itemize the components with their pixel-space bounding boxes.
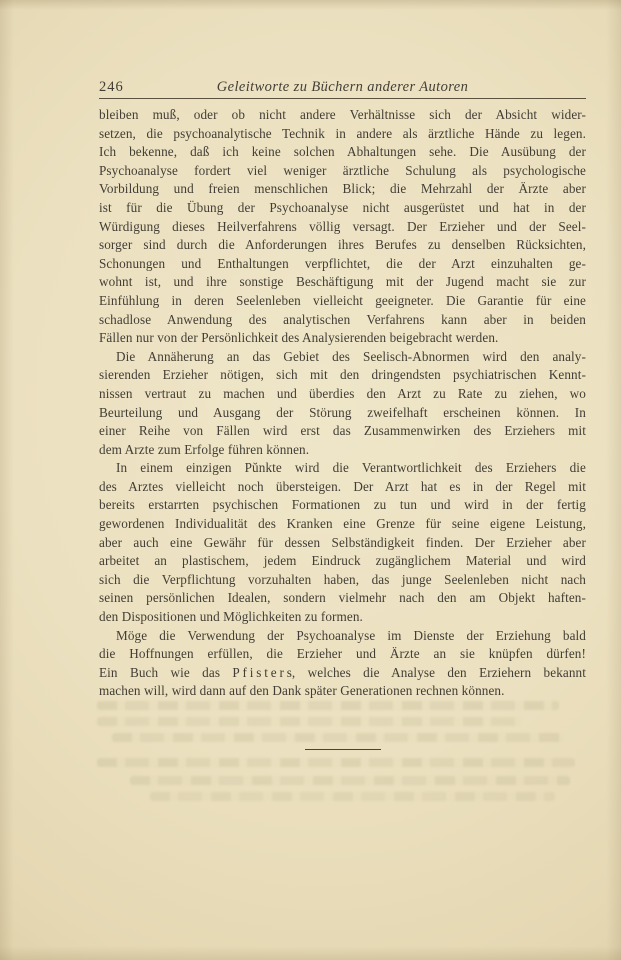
text-line: die Hoffnungen erfüllen, die Erzieher und Ärzte an sie knüpfen dürfen!	[99, 646, 586, 662]
text-line: Ich bekenne, daß ich keine solchen Abhaltungen sehe. Die Ausübung der	[99, 144, 586, 160]
showthrough-line	[97, 717, 522, 726]
text-line: dem Arzte zum Erfolge führen können.	[99, 441, 310, 457]
text-line: Einfühlung in deren Seelenleben vielleicht geeigneter. Die Garantie für eine	[99, 292, 586, 308]
text-line: Vorbildung und freien menschlichen Blick; die Mehrzahl der Ärzte aber	[99, 181, 586, 197]
header-rule	[99, 98, 586, 99]
text-line: schadlose Anwendung des analytischen Verfahrens kann aber in beiden	[99, 311, 586, 327]
page-number: 246	[99, 79, 124, 95]
text-line: sorger sind durch die Anforderungen ihres Berufes zu denselben Rücksichten,	[99, 237, 586, 253]
showthrough-line	[150, 792, 555, 801]
text-line: nissen vertraut zu machen und überdies den Arzt zu Rate zu ziehen, wo	[99, 385, 586, 401]
text-line: einer Reihe von Fällen wird erst das Zusammenwirken des Erziehers mit	[99, 423, 586, 439]
paragraph	[99, 106, 586, 348]
text-line: Psychoanalyse fordert viel weniger ärztliche Schulung als psychologische	[99, 162, 586, 178]
text-line: gewordenen Individualität des Kranken eine Grenze für seine eigene Leistung,	[99, 516, 586, 532]
showthrough-line	[97, 701, 559, 710]
text-line: des Arztes vielleicht noch übersteigen. Der Arzt hat es in der Regel mit	[99, 478, 586, 494]
paragraph	[99, 348, 586, 460]
text-line: arbeitet an plastischem, jedem Eindruck zugänglichem Material und wird	[99, 553, 586, 569]
text-line: machen will, wird dann auf den Dank später Generationen rechnen können.	[99, 683, 505, 699]
showthrough-line	[97, 758, 575, 767]
section-divider-rule	[305, 749, 381, 750]
page-header	[99, 79, 586, 97]
paragraph	[99, 459, 586, 626]
text-line: In einem einzigen Pŭnkte wird die Verantwortlichkeit des Erziehers die	[116, 460, 586, 476]
text-line: Beurteilung und Ausgang der Störung zweifelhaft erscheinen können. In	[99, 404, 586, 420]
text-line: sich die Verpflichtung vorzuhalten haben, das junge Seelenleben nicht nach	[99, 571, 586, 587]
text-line: Die Annäherung an das Gebiet des Seelisch-Abnormen wird den analy-	[116, 348, 586, 364]
text-line: seinen persönlichen Idealen, sondern vielmehr nach den am Objekt haften-	[99, 590, 586, 606]
text-line: Schonungen und Enthaltungen verpflichtet, die der Arzt einzuhalten ge-	[99, 255, 586, 271]
text-line: sierenden Erzieher nötigen, sich mit den dringendsten psychiatrischen Kennt-	[99, 367, 586, 383]
text-line: Möge die Verwendung der Psychoanalyse im Dienste der Erziehung bald	[116, 627, 586, 643]
text-line: Fällen nur von der Persönlichkeit des Analysierenden beigebracht werden.	[99, 330, 499, 346]
text-line: setzen, die psychoanalytische Technik in andere als ärztliche Hände zu legen.	[99, 125, 586, 141]
running-header: Geleitworte zu Büchern anderer Autoren	[216, 79, 469, 95]
text-line: ist für die Übung der Psychoanalyse nicht ausgerüstet und hat in der	[99, 199, 586, 215]
body-text	[99, 106, 586, 701]
paragraph	[99, 627, 586, 701]
text-line: aber auch eine Gewähr für dessen Selbständigkeit finden. Der Erzieher aber	[99, 534, 586, 550]
text-line: Würdigung dieses Heilverfahrens völlig versagt. Der Erzieher und der Seel-	[99, 218, 586, 234]
showthrough-line	[130, 776, 570, 785]
text-line: bleiben muß, oder ob nicht andere Verhältnisse sich der Absicht wider-	[99, 107, 586, 122]
text-line: Ein Buch wie das P f i s t e r s, welches die Analyse den Erziehern bekannt	[99, 664, 586, 680]
text-line: wohnt ist, und ihre sonstige Beschäftigung mit der Jugend macht sie zur	[99, 274, 586, 290]
text-line: bereits erstarrten psychischen Formationen zu tun und wird in der fertig	[99, 497, 586, 513]
showthrough-line	[112, 733, 564, 742]
text-line: den Dispositionen und Möglichkeiten zu formen.	[99, 609, 363, 625]
